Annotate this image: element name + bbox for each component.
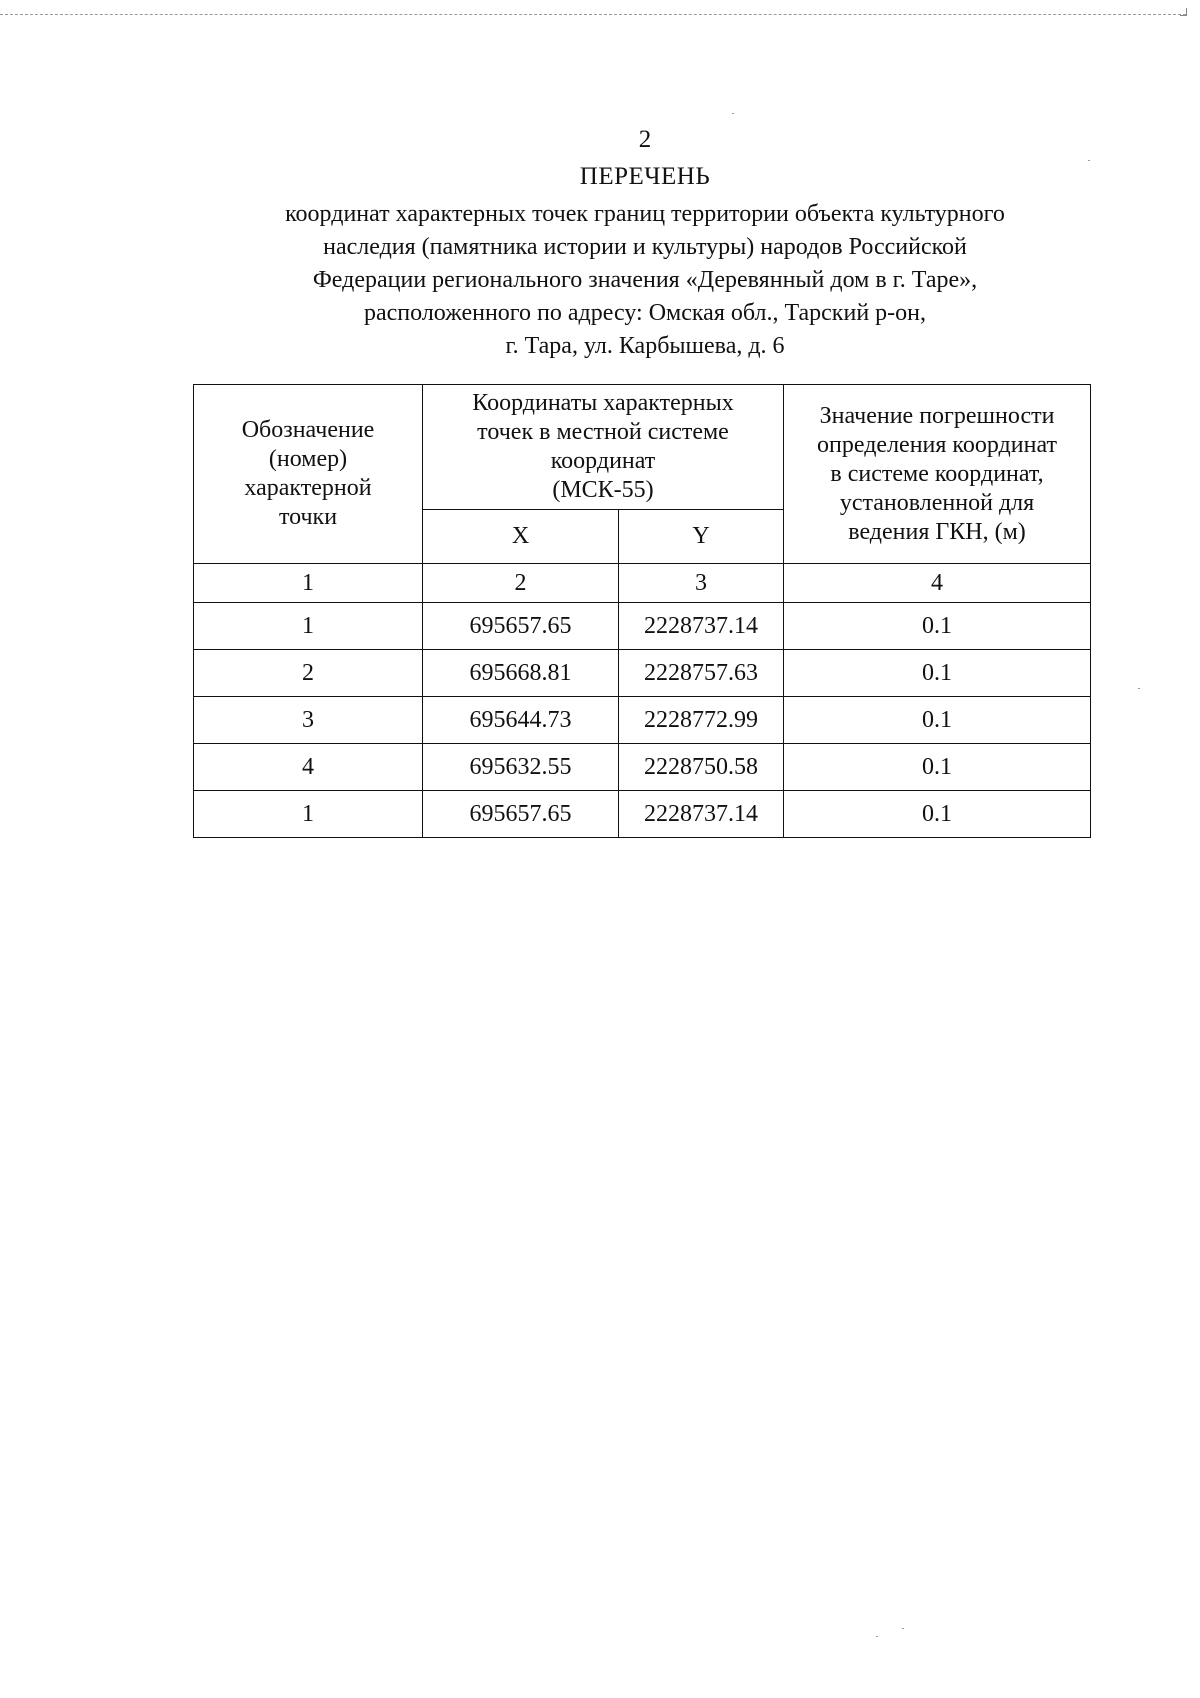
header-line: в системе координат, — [830, 460, 1044, 487]
scan-speck — [1138, 688, 1140, 689]
table-row — [194, 603, 1091, 650]
column-number: 1 — [194, 564, 423, 603]
header-y: Y — [619, 510, 784, 564]
header-line: точки — [278, 504, 338, 530]
header-line: ведения ГКН, (м) — [848, 518, 1026, 545]
y-coordinate: 2228750.58 — [619, 744, 784, 791]
header-accuracy — [784, 385, 1091, 564]
header-line: установленной для — [839, 489, 1035, 516]
scan-speck — [876, 1636, 878, 1637]
table-row — [194, 650, 1091, 697]
x-coordinate: 695644.73 — [423, 697, 619, 744]
point-number: 3 — [194, 697, 423, 744]
scan-corner-mark — [1180, 8, 1187, 16]
header-line: Значение погрешности — [819, 402, 1055, 429]
y-coordinate: 2228737.14 — [619, 791, 784, 838]
column-number: 3 — [619, 564, 784, 603]
header-coordinates — [423, 385, 784, 510]
header-x: X — [423, 510, 619, 564]
accuracy-value: 0.1 — [784, 744, 1091, 791]
y-coordinate: 2228772.99 — [619, 697, 784, 744]
point-number: 1 — [194, 603, 423, 650]
header-line: точек в местной системе — [477, 419, 729, 445]
header-line: Координаты характерных — [472, 390, 734, 416]
document-title: ПЕРЕЧЕНЬ — [579, 163, 711, 190]
scan-speck — [732, 113, 734, 114]
y-coordinate: 2228757.63 — [619, 650, 784, 697]
header-line: (номер) — [268, 446, 348, 472]
column-number: 2 — [423, 564, 619, 603]
header-line: характерной — [244, 475, 372, 501]
scan-speck — [902, 1628, 904, 1629]
header-line: определения координат — [817, 431, 1057, 458]
scan-top-edge — [0, 14, 1186, 15]
subtitle-line: Федерации регионального значения «Деревянный дом в г. Таре», — [312, 267, 978, 293]
column-number: 4 — [784, 564, 1091, 603]
header-line: (МСК-55) — [552, 477, 654, 503]
x-coordinate: 695657.65 — [423, 603, 619, 650]
point-number: 2 — [194, 650, 423, 697]
subtitle-line: г. Тара, ул. Карбышева, д. 6 — [505, 333, 785, 359]
page-number: 2 — [638, 126, 652, 153]
subtitle-line: наследия (памятника истории и культуры) народов Российской — [323, 234, 967, 260]
column-number-row — [194, 564, 1091, 603]
accuracy-value: 0.1 — [784, 650, 1091, 697]
accuracy-value: 0.1 — [784, 791, 1091, 838]
header-designation — [194, 385, 423, 564]
x-coordinate: 695657.65 — [423, 791, 619, 838]
scan-speck — [1088, 160, 1090, 161]
header-line: координат — [550, 448, 656, 474]
header-line: Обозначение — [241, 417, 375, 443]
y-coordinate: 2228737.14 — [619, 603, 784, 650]
coordinates-table — [193, 384, 1091, 838]
accuracy-value: 0.1 — [784, 697, 1091, 744]
point-number: 4 — [194, 744, 423, 791]
subtitle-line: координат характерных точек границ территории объекта культурного — [285, 201, 1005, 227]
accuracy-value: 0.1 — [784, 603, 1091, 650]
x-coordinate: 695668.81 — [423, 650, 619, 697]
subtitle-line: расположенного по адресу: Омская обл., Тарский р-он, — [363, 300, 926, 326]
x-coordinate: 695632.55 — [423, 744, 619, 791]
table-row — [194, 744, 1091, 791]
table-row — [194, 697, 1091, 744]
point-number: 1 — [194, 791, 423, 838]
table-row — [194, 791, 1091, 838]
document-subtitle — [215, 198, 1075, 363]
